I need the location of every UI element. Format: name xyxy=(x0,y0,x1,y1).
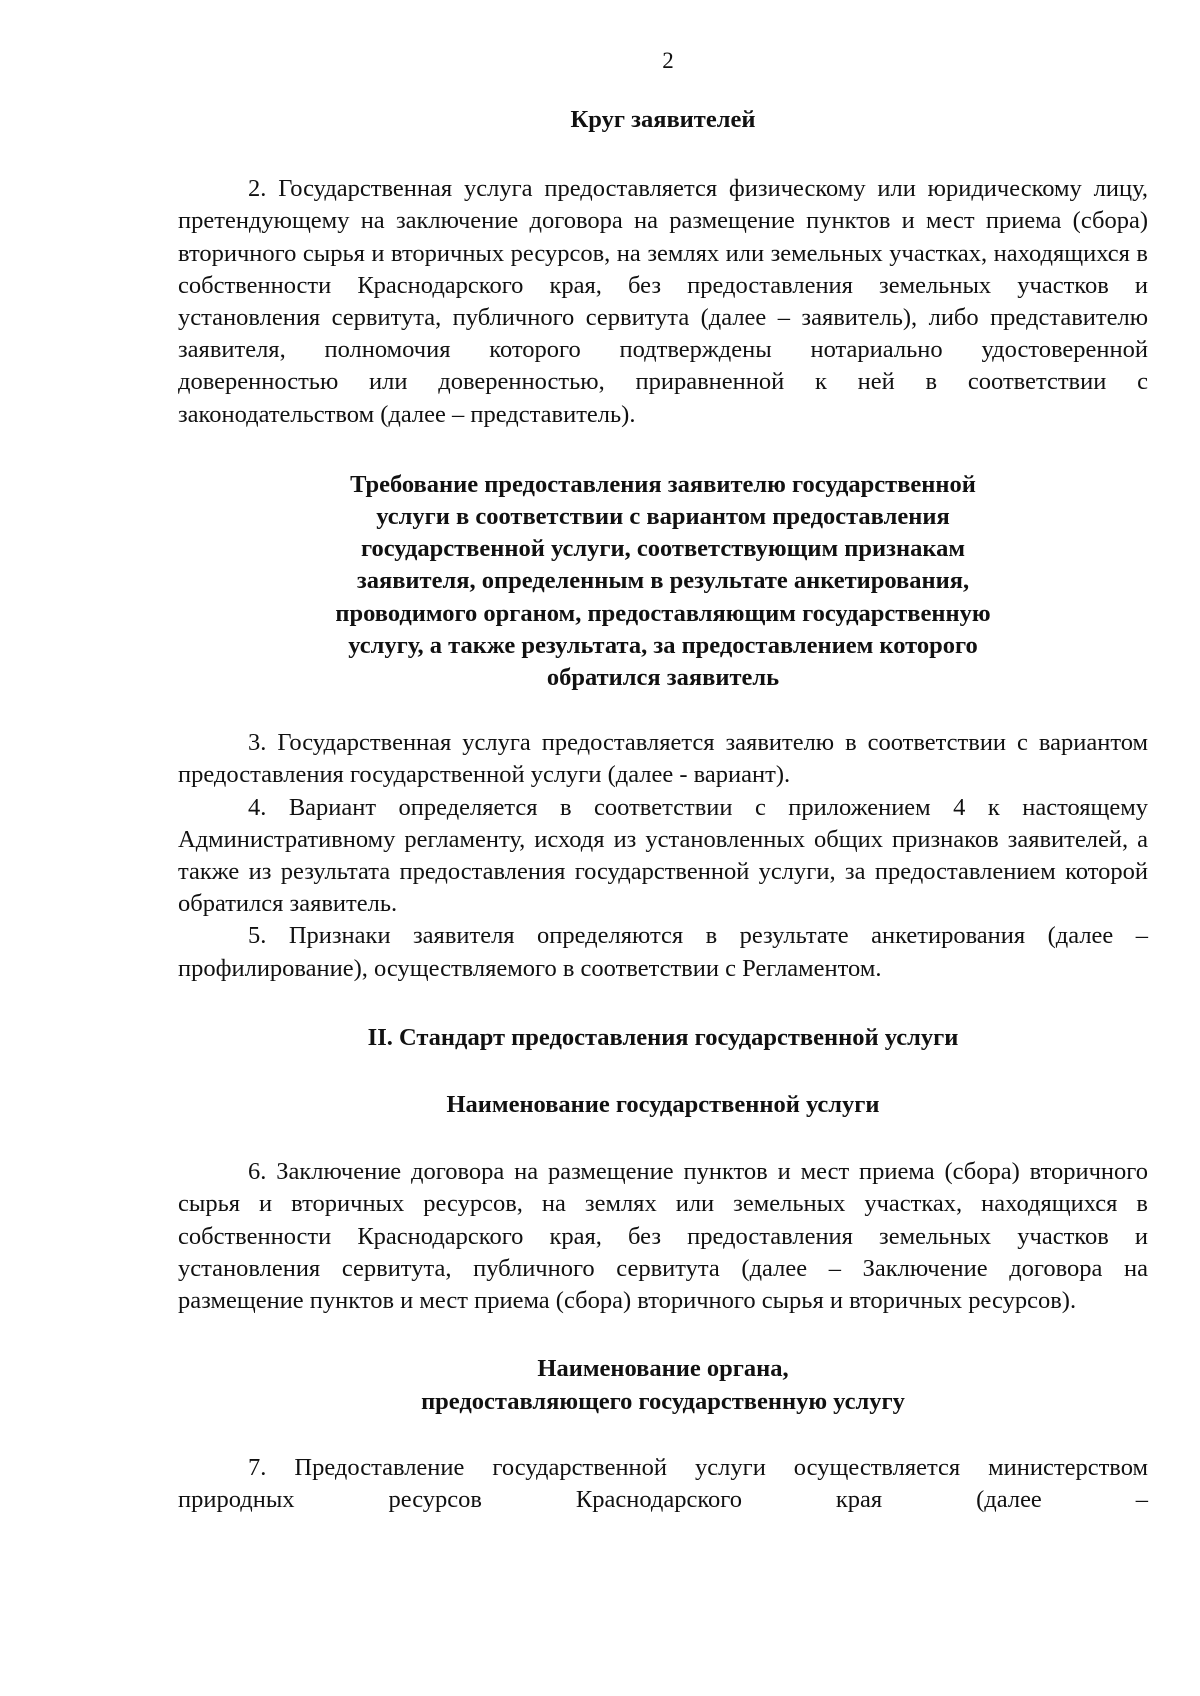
heading-line: Наименование органа, xyxy=(537,1355,789,1383)
heading-line: заявителя, определенным в результате анкетирования, xyxy=(356,567,970,595)
paragraph-5: 5. Признаки заявителя определяются в результате анкетирования (далее – профилирование), осуществляемого в соответствии с Регламентом. xyxy=(178,922,1148,982)
section-heading-service-name: Наименование государственной услуги xyxy=(446,1091,880,1119)
heading-line: обратился заявитель xyxy=(546,664,780,692)
heading-line: государственной услуги, соответствующим признакам xyxy=(360,535,966,563)
paragraph-2: 2. Государственная услуга предоставляется физическому или юридическому лицу, претендующему на заключение договора на размещение пунктов и мест приема (сбора) вторичного сырья и вторичных ресурсов, на землях или земельных участках, находящихся в собственности Краснодарского края, без предоставления земельных участков и установления сервитута, публичного сервитута (далее – заявитель), либо представителю заявителя, полномочия которого подтверждены нотариально удостоверенной доверенностью или доверенностью, приравненной к ней в соответствии с законодательством (далее – представитель). xyxy=(178,175,1148,428)
page-number: 2 xyxy=(662,48,674,73)
heading-line: проводимого органом, предоставляющим государственную xyxy=(335,599,991,627)
paragraph-6: 6. Заключение договора на размещение пунктов и мест приема (сбора) вторичного сырья и вторичных ресурсов, на землях или земельных участках, находящихся в собственности Краснодарского края, без предоставления земельных участков и установления сервитута, публичного сервитута (далее – Заключение договора на размещение пунктов и мест приема (сбора) вторичного сырья и вторичных ресурсов). xyxy=(178,1158,1148,1315)
paragraph-3: 3. Государственная услуга предоставляется заявителю в соответствии с вариантом предоставления государственной услуги (далее - вариант). xyxy=(178,729,1148,789)
section-heading-standard: II. Стандарт предоставления государственной услуги xyxy=(367,1023,959,1051)
heading-line: предоставляющего государственную услугу xyxy=(421,1387,905,1415)
paragraph-4: 4. Вариант определяется в соответствии с приложением 4 к настоящему Административному регламенту, исходя из установленных общих признаков заявителей, а также из результата предоставления государственной услуги, за предоставлением которой обратился заявитель. xyxy=(178,793,1148,918)
section-heading-applicants: Круг заявителей xyxy=(570,106,756,133)
section-heading-authority xyxy=(178,1353,1148,1417)
paragraph-7: 7. Предоставление государственной услуги осуществляется министерством природных ресурсов Краснодарского края (далее – xyxy=(178,1453,1148,1513)
document-body xyxy=(178,104,1148,1516)
heading-line: услуги в соответствии с вариантом предоставления xyxy=(376,503,950,531)
heading-line: Требование предоставления заявителю государственной xyxy=(350,470,976,498)
heading-line: услугу, а также результата, за предоставлением которого xyxy=(348,631,978,659)
section-heading-requirement xyxy=(178,469,1148,694)
